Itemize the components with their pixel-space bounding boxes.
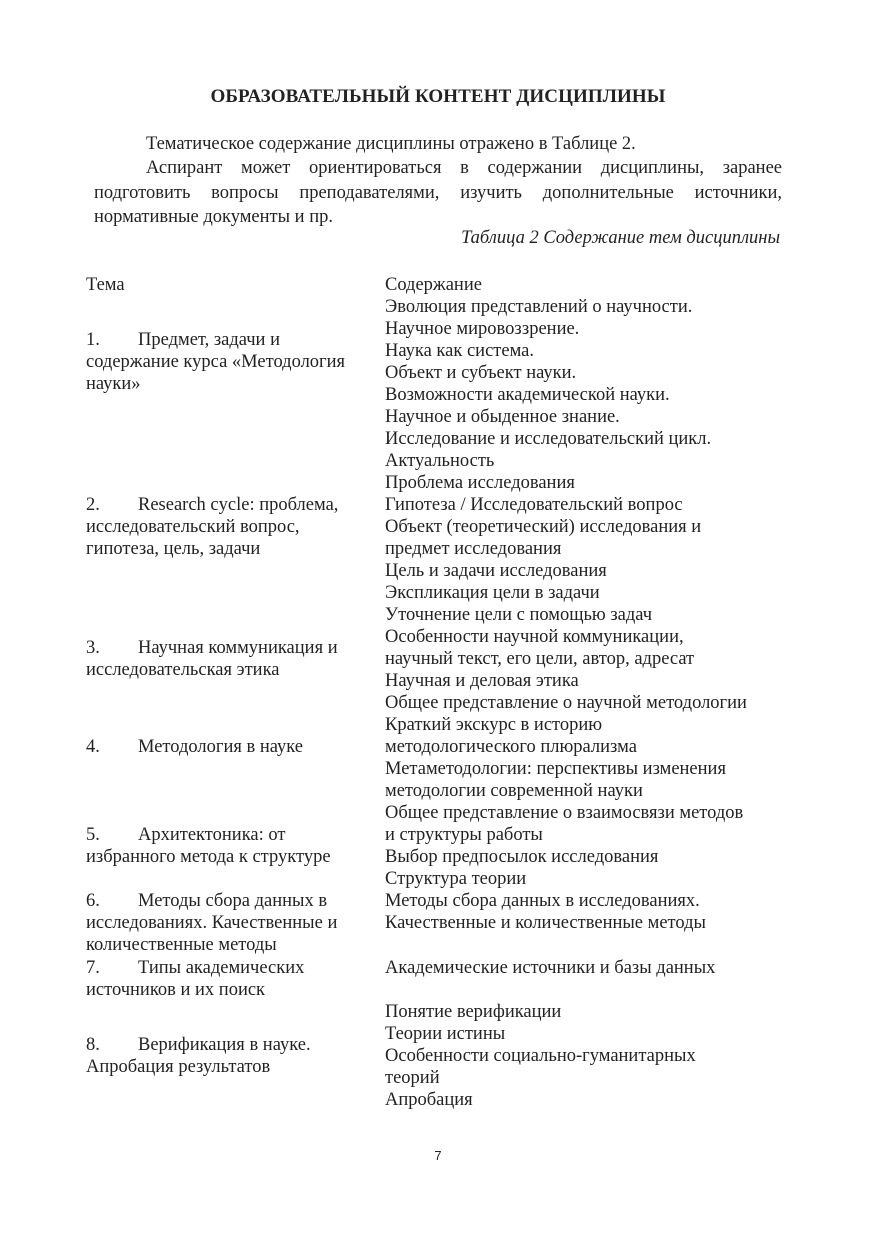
- guidance-paragraph: Аспирант может ориентироваться в содержании дисциплины, заранее подготовить вопросы преподавателями, изучить дополнительные источники, нормативные документы и пр.: [94, 158, 782, 227]
- content-line: Теории истины: [385, 1024, 506, 1044]
- content-line: Краткий экскурс в историю: [385, 715, 603, 735]
- intro-paragraph: Тематическое содержание дисциплины отражено в Таблице 2.: [146, 134, 636, 154]
- content-line: Экспликация цели в задачи: [385, 583, 600, 603]
- content-line: Актуальность: [385, 451, 495, 471]
- topic-number: 1.: [86, 330, 100, 350]
- topic-item-4: [86, 736, 376, 758]
- content-line: Научное и обыденное знание.: [385, 407, 620, 427]
- content-line: Наука как система.: [385, 341, 534, 361]
- topic-number: 2.: [86, 495, 100, 515]
- content-column-topic8: [385, 1001, 805, 1111]
- content-column-main: [385, 296, 805, 934]
- topic-item-2: [86, 494, 376, 560]
- content-line: Метаметодологии: перспективы изменения: [385, 759, 726, 779]
- topic-text: Методология в науке: [138, 737, 304, 757]
- content-line: Качественные и количественные методы: [385, 913, 706, 933]
- header-topic: Тема: [86, 275, 125, 295]
- content-line: Методы сбора данных в исследованиях.: [385, 891, 700, 911]
- content-line: Понятие верификации: [385, 1002, 562, 1022]
- content-line: предмет исследования: [385, 539, 562, 559]
- content-line: методологического плюрализма: [385, 737, 637, 757]
- topic-item-7: [86, 957, 376, 1001]
- content-line: Общее представление о научной методологии: [385, 693, 747, 713]
- content-line: Уточнение цели с помощью задач: [385, 605, 653, 625]
- topic-item-1: [86, 329, 376, 395]
- content-line: Эволюция представлений о научности.: [385, 297, 693, 317]
- content-line: Научное мировоззрение.: [385, 319, 580, 339]
- content-line: методологии современной науки: [385, 781, 643, 801]
- content-line: Структура теории: [385, 869, 527, 889]
- content-line: Возможности академической науки.: [385, 385, 670, 405]
- content-line: Особенности научной коммуникации,: [385, 627, 684, 647]
- topic-number: 3.: [86, 638, 100, 658]
- table-caption: Таблица 2 Содержание тем дисциплины: [461, 228, 780, 248]
- topic-item-3: [86, 637, 376, 681]
- content-line: Академические источники и базы данных: [385, 958, 716, 978]
- content-line: Объект (теоретический) исследования и: [385, 517, 702, 537]
- content-line: Объект и субъект науки.: [385, 363, 577, 383]
- content-line: Цель и задачи исследования: [385, 561, 607, 581]
- content-line: Апробация: [385, 1090, 473, 1110]
- content-line: теорий: [385, 1068, 440, 1088]
- topic-text: Типы академических источников и их поиск: [86, 958, 305, 1000]
- topic-item-5: [86, 824, 376, 868]
- topic-text: Методы сбора данных в исследованиях. Качественные и количественные методы: [86, 891, 338, 955]
- topic-number: 4.: [86, 737, 100, 757]
- topic-number: 5.: [86, 825, 100, 845]
- topic-text: Научная коммуникация и исследовательская этика: [86, 638, 338, 680]
- content-line: и структуры работы: [385, 825, 543, 845]
- topic-item-8: [86, 1034, 376, 1078]
- content-line: Выбор предпосылок исследования: [385, 847, 659, 867]
- page-title: ОБРАЗОВАТЕЛЬНЫЙ КОНТЕНТ ДИСЦИПЛИНЫ: [210, 86, 666, 107]
- content-line: Гипотеза / Исследовательский вопрос: [385, 495, 683, 515]
- content-column-topic7: [385, 957, 805, 979]
- content-line: научный текст, его цели, автор, адресат: [385, 649, 695, 669]
- topic-text: Архитектоника: от избранного метода к структуре: [86, 825, 331, 867]
- content-line: Исследование и исследовательский цикл.: [385, 429, 712, 449]
- topic-text: Research cycle: проблема, исследовательский вопрос, гипотеза, цель, задачи: [86, 495, 339, 559]
- topic-number: 6.: [86, 891, 100, 911]
- content-line: Общее представление о взаимосвязи методов: [385, 803, 744, 823]
- topic-number: 8.: [86, 1035, 100, 1055]
- content-line: Научная и деловая этика: [385, 671, 579, 691]
- page-number: 7: [434, 1148, 442, 1163]
- topic-item-6: [86, 890, 376, 956]
- topic-number: 7.: [86, 958, 100, 978]
- topic-text: Предмет, задачи и содержание курса «Методология науки»: [86, 330, 346, 394]
- topic-text: Верификация в науке. Апробация результатов: [86, 1035, 311, 1077]
- header-content: Содержание: [385, 275, 482, 295]
- content-line: Проблема исследования: [385, 473, 575, 493]
- content-line: Особенности социально-гуманитарных: [385, 1046, 696, 1066]
